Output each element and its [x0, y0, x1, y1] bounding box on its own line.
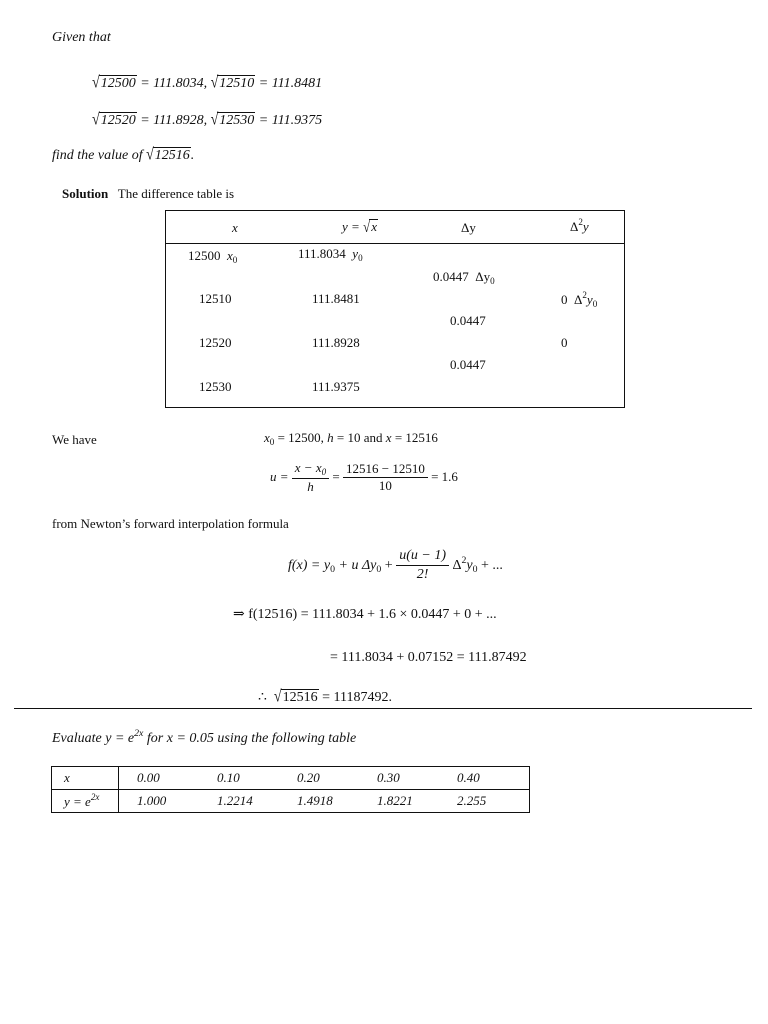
formula-lhs: f(x) = y: [288, 558, 331, 574]
numerator: 12516 − 12510: [343, 461, 428, 478]
denominator: 2!: [416, 566, 429, 582]
solution-intro: The difference table is: [117, 186, 235, 201]
header-y-label: y =: [342, 219, 364, 234]
radicand: 12500: [100, 76, 136, 91]
given-equation-2: √12520 = 111.8928, √12530 = 111.9375: [92, 111, 323, 130]
text: y = e: [105, 731, 135, 746]
header-x: x: [232, 220, 238, 235]
text: = 12500,: [274, 430, 328, 445]
table-cell: 2.255: [449, 790, 530, 813]
u-fraction: $\frac{x - x_0}{h}$: [292, 460, 329, 496]
given-equation-1: √12500 = 111.8034, √12510 = 111.8481: [92, 74, 323, 93]
header-dy: [461, 220, 476, 236]
cell-x-3: 12530: [199, 379, 232, 394]
x-value: 12500: [188, 248, 221, 263]
x-tag: x: [227, 248, 233, 263]
therefore: ∴: [258, 690, 267, 705]
u-equation: u = $\frac{x - x_0}{h}$ = $\frac{12516 - 12510}{10}$ = 1.6: [270, 460, 458, 494]
difference-table: [165, 210, 625, 408]
header-d2y-label: Δ: [570, 219, 579, 234]
d2y-tag: Δ: [574, 292, 583, 307]
newton-label: from Newton’s forward interpolation formula: [52, 516, 289, 531]
value: 111.8034,: [153, 76, 208, 91]
denominator: 10: [378, 477, 392, 493]
find-statement: find the value of √12516.: [52, 146, 195, 165]
cell-d2y-1: 0: [561, 335, 568, 350]
dy-tag: Δy: [475, 269, 491, 284]
section-divider: [14, 708, 752, 709]
solution-heading: Solution: [62, 186, 109, 201]
cell-x-1: 12510: [199, 291, 232, 306]
table-row: [52, 790, 530, 813]
y-value: 111.8034: [298, 246, 346, 261]
text: = 10 and: [333, 430, 386, 445]
table-cell: 0.30: [377, 770, 400, 785]
var-x: x: [385, 430, 392, 445]
u-denominator: h: [307, 478, 314, 494]
table-cell: x: [52, 767, 119, 790]
table-cell: 0.40: [457, 770, 480, 785]
radicand: 12516: [282, 690, 318, 705]
exercise-statement: [52, 728, 356, 747]
formula-fraction: [396, 548, 449, 584]
ellipsis: + ...: [477, 558, 503, 574]
cell-y-2: 111.8928: [312, 335, 360, 350]
solution-line: [62, 186, 234, 202]
cell-y-1: 111.8481: [312, 291, 360, 306]
u-lhs: u =: [270, 468, 289, 484]
cell-x-0: 12500 $x_0$: [188, 248, 238, 265]
u-result: = 1.6: [431, 468, 458, 484]
table-cell: 1.8221: [369, 790, 449, 813]
newton-substitution: ⇒ f(12516) = 111.8034 + 1.6 × 0.0447 + 0 + ...: [233, 607, 497, 622]
we-have-line: $x_0 = 12500$, h = 10 and x = 12516: [264, 430, 438, 447]
dy-value: 0.0447: [433, 269, 469, 284]
cell-dy-0: 0.0447 $\Delta y_0$: [433, 269, 495, 286]
header-dy-label: Δy: [461, 220, 476, 235]
u-fraction-numeric: [343, 461, 428, 494]
conclusion: ∴ √12516 = 11187492.: [258, 688, 392, 707]
cell-dy-2: 0.0447: [450, 357, 486, 372]
table-cell: 1.4918: [289, 790, 369, 813]
exercise-table: [51, 766, 530, 813]
given-label: Given that: [52, 30, 111, 45]
we-have-label: We have: [52, 432, 97, 447]
header-d2y: $\Delta^2y$: [570, 217, 589, 234]
table-cell: 1.000: [119, 790, 210, 813]
table-cell: [52, 790, 119, 813]
table-cell: 0.10: [217, 770, 240, 785]
formula-term: + u Δy: [335, 558, 377, 574]
value: 111.8928,: [153, 113, 208, 128]
delta: Δ: [448, 558, 462, 574]
var-y: y: [466, 558, 473, 574]
numerator: u(u − 1): [396, 548, 449, 566]
table-cell: 1.2214: [209, 790, 289, 813]
radicand: 12510: [219, 76, 255, 91]
d2y-value: 0: [561, 292, 568, 307]
newton-result: = 111.8034 + 0.07152 = 111.87492: [330, 650, 527, 665]
text: for x = 0.05 using the following table: [143, 731, 357, 746]
period: .: [190, 148, 195, 163]
cell-x-2: 12520: [199, 335, 232, 350]
exponent: 2x: [90, 792, 100, 802]
cell-dy-1: 0.0447: [450, 313, 486, 328]
y-tag: y: [352, 246, 359, 261]
conclusion-value: = 11187492.: [322, 690, 392, 705]
var-h: h: [327, 430, 334, 445]
newton-formula: $f(x) = y_0 + u$ $\Delta y_0$ + $\frac{u(u - 1)}{2!}$ $\Delta^2y_0$ + ...: [288, 548, 503, 584]
text: Evaluate: [52, 731, 106, 746]
row-label: y = e: [64, 794, 91, 809]
value: 111.9375: [271, 113, 323, 128]
table-cell: 0.20: [297, 770, 320, 785]
table-row: [52, 767, 530, 790]
value: 111.8481: [271, 76, 323, 91]
exponent: 2x: [134, 728, 144, 739]
cell-d2y-0: 0 $\Delta^2y_0$: [561, 290, 598, 309]
text: = 12516: [391, 430, 438, 445]
cell-y-0: 111.8034 $y_0$: [298, 246, 363, 263]
table-cell: 0.00: [137, 770, 160, 785]
find-label: find the value of: [52, 148, 143, 163]
u-numerator: x − x: [294, 460, 322, 475]
radicand: 12516: [154, 148, 190, 163]
var-x: x: [264, 430, 270, 445]
radicand: 12530: [219, 113, 255, 128]
cell-y-3: 111.9375: [312, 379, 360, 394]
radicand: 12520: [100, 113, 136, 128]
plus: +: [381, 558, 393, 574]
header-y: y = √x: [342, 217, 377, 236]
